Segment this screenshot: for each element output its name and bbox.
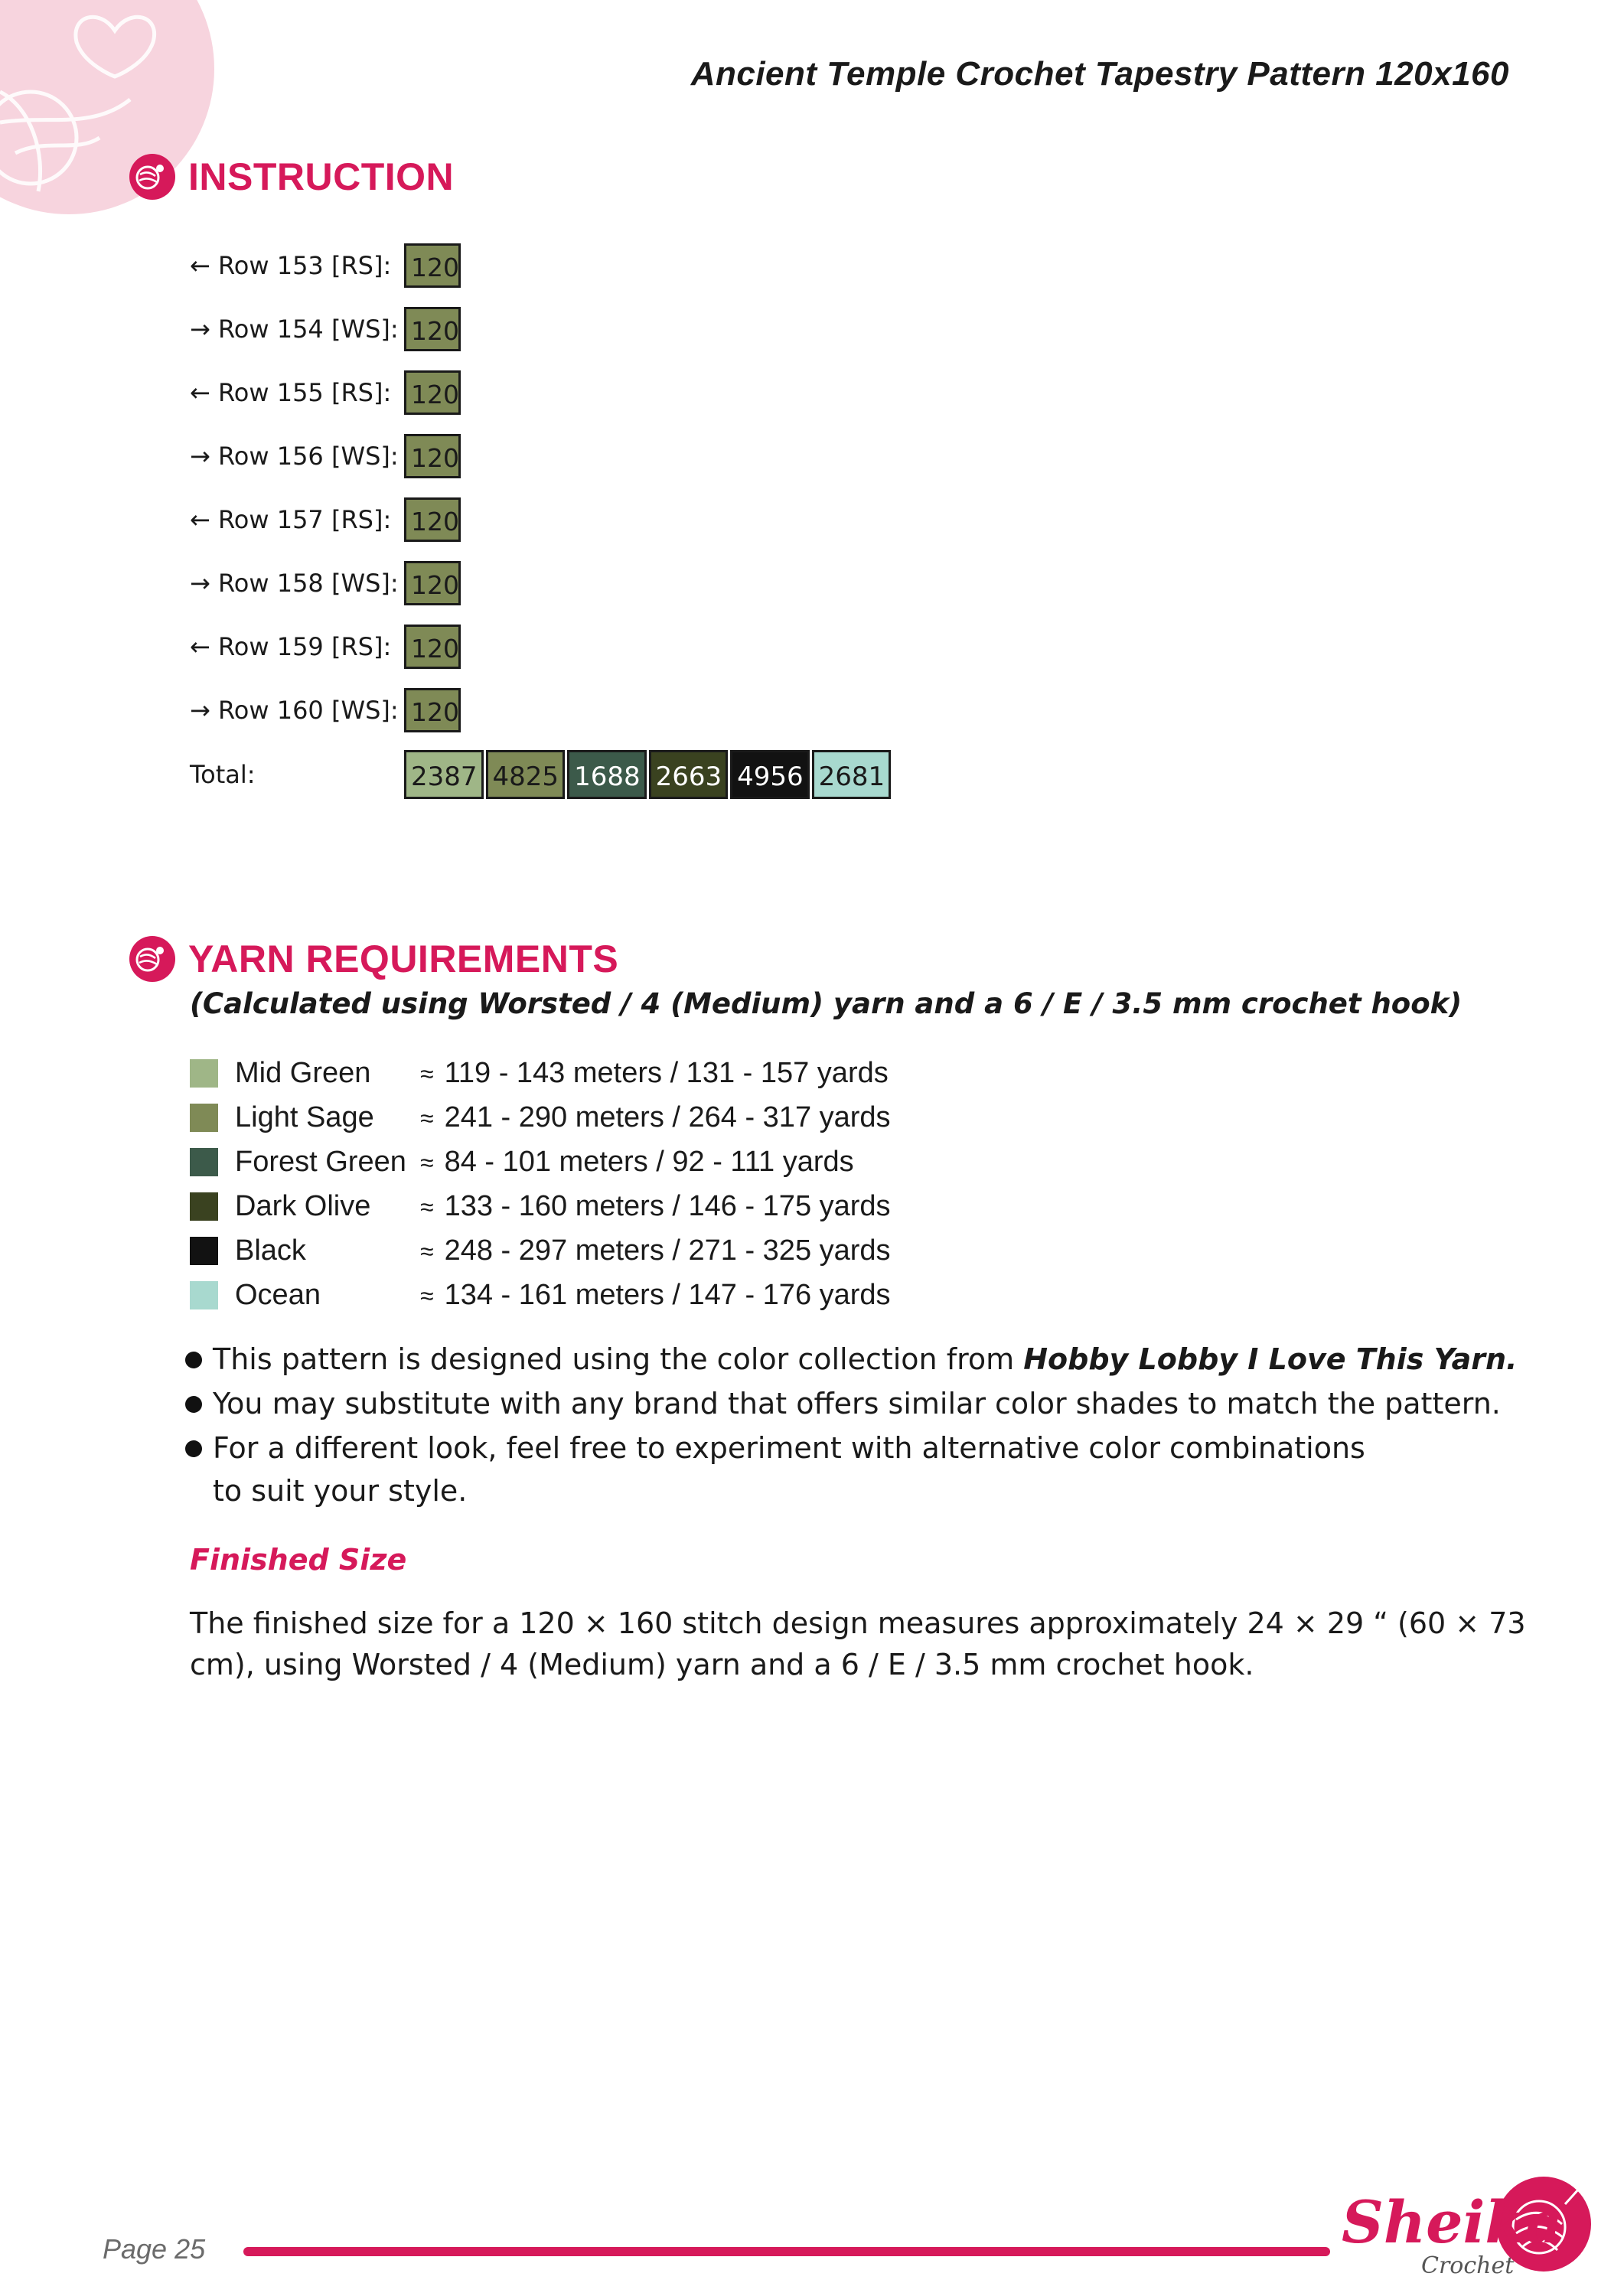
- color-swatch: [190, 1148, 218, 1176]
- total-cells: [404, 750, 893, 799]
- yarn-badge-icon: [129, 153, 176, 201]
- stitch-count-cell: 120: [404, 688, 461, 732]
- stitch-count-cell: 120: [404, 307, 461, 351]
- total-color-cell: 2387: [404, 750, 484, 799]
- total-color-cell: 2681: [812, 750, 892, 799]
- row-line: [190, 370, 463, 415]
- page-number: Page 25: [103, 2233, 206, 2265]
- stitch-count-cell: 120: [404, 370, 461, 415]
- row-line: [190, 307, 463, 351]
- color-swatch: [190, 1192, 218, 1221]
- approx-symbol: ≈: [420, 1192, 434, 1221]
- total-color-cell: 2663: [649, 750, 729, 799]
- stitch-count-cell: 120: [404, 434, 461, 478]
- instruction-heading-text: INSTRUCTION: [188, 155, 455, 198]
- yarn-row: [190, 1095, 891, 1140]
- yarn-amount: [420, 1279, 891, 1312]
- bullet-icon: [185, 1352, 202, 1368]
- yarn-amount-value: 134 - 161 meters / 147 - 176 yards: [444, 1278, 891, 1311]
- yarn-row: [190, 1051, 891, 1095]
- color-swatch: [190, 1104, 218, 1132]
- yarn-amount: [420, 1057, 889, 1090]
- note-text: For a different look, feel free to experiment with alternative color combinations to suit your style.: [213, 1431, 1365, 1508]
- yarn-row: [190, 1273, 891, 1317]
- approx-symbol: ≈: [420, 1104, 434, 1132]
- stitch-count-cell: 120: [404, 625, 461, 669]
- yarn-amount: [420, 1146, 854, 1179]
- approx-symbol: ≈: [420, 1237, 434, 1265]
- row-label: ← Row 153 [RS]:: [190, 251, 392, 280]
- total-color-cell: 4825: [486, 750, 566, 799]
- note-item: [185, 1338, 1563, 1381]
- yarn-color-name: Black: [235, 1234, 306, 1267]
- yarn-amount-value: 133 - 160 meters / 146 - 175 yards: [444, 1189, 891, 1222]
- yarn-heading: [129, 935, 618, 983]
- yarn-color-name: Forest Green: [235, 1145, 406, 1178]
- total-label: Total:: [190, 760, 256, 789]
- calculation-note: (Calculated using Worsted / 4 (Medium) yarn and a 6 / E / 3.5 mm crochet hook): [190, 987, 1463, 1020]
- yarn-amount-value: 241 - 290 meters / 264 - 317 yards: [444, 1101, 891, 1133]
- yarn-amount: [420, 1234, 891, 1267]
- approx-symbol: ≈: [420, 1281, 434, 1309]
- yarn-color-name: Light Sage: [235, 1101, 374, 1133]
- yarn-color-name: Mid Green: [235, 1056, 371, 1089]
- yarn-row: [190, 1184, 891, 1228]
- row-line: [190, 243, 463, 288]
- total-color-cell: 4956: [730, 750, 810, 799]
- approx-symbol: ≈: [420, 1059, 434, 1088]
- svg-text:Sheika: Sheika: [1342, 2188, 1564, 2256]
- yarn-heading-text: YARN REQUIREMENTS: [188, 938, 619, 980]
- yarn-amount-value: 248 - 297 meters / 271 - 325 yards: [444, 1234, 891, 1267]
- stitch-count-cell: 120: [404, 561, 461, 605]
- row-label: ← Row 159 [RS]:: [190, 632, 392, 661]
- yarn-badge-icon: [129, 935, 176, 983]
- note-text: This pattern is designed using the color collection from: [213, 1342, 1024, 1376]
- color-swatch: [190, 1237, 218, 1265]
- instruction-heading: [129, 153, 454, 201]
- row-label: ← Row 157 [RS]:: [190, 505, 392, 534]
- row-label: → Row 154 [WS]:: [190, 315, 399, 344]
- yarn-amount-value: 119 - 143 meters / 131 - 157 yards: [444, 1056, 889, 1089]
- yarn-row: [190, 1140, 891, 1184]
- yarn-brand: Hobby Lobby I Love This Yarn.: [1023, 1342, 1518, 1376]
- note-text: You may substitute with any brand that offers similar color shades to match the pattern.: [213, 1387, 1501, 1420]
- footer-divider: [243, 2247, 1330, 2256]
- note-item: [185, 1382, 1563, 1425]
- yarn-row: [190, 1228, 891, 1273]
- total-row: [190, 750, 893, 799]
- finished-size-title: Finished Size: [190, 1543, 407, 1577]
- svg-text:Crochet: Crochet: [1421, 2252, 1515, 2279]
- row-line: [190, 561, 463, 605]
- row-line: [190, 688, 463, 732]
- stitch-count-cell: 120: [404, 497, 461, 542]
- total-color-cell: 1688: [567, 750, 647, 799]
- stitch-count-cell: 120: [404, 243, 461, 288]
- finished-size-text: The finished size for a 120 × 160 stitch design measures approximately 24 × 29 “ (60 × 73 cm), using Worsted / 4 (Medium) yarn and a 6 / E / 3.5 mm crochet hook.: [190, 1606, 1526, 1681]
- row-line: [190, 497, 463, 542]
- yarn-requirements-list: [190, 1051, 891, 1317]
- notes-list: [185, 1338, 1563, 1514]
- bullet-icon: [185, 1396, 202, 1413]
- yarn-color-name: Ocean: [235, 1278, 321, 1311]
- row-label: → Row 160 [WS]:: [190, 696, 399, 725]
- yarn-color-name: Dark Olive: [235, 1189, 371, 1222]
- color-swatch: [190, 1059, 218, 1088]
- sheika-crochet-logo: [1335, 2174, 1600, 2281]
- row-line: [190, 434, 463, 478]
- row-label: → Row 156 [WS]:: [190, 442, 399, 471]
- approx-symbol: ≈: [420, 1148, 434, 1176]
- color-swatch: [190, 1281, 218, 1309]
- yarn-amount-value: 84 - 101 meters / 92 - 111 yards: [444, 1145, 854, 1178]
- yarn-amount: [420, 1190, 891, 1223]
- note-item: [185, 1427, 1563, 1512]
- row-label: ← Row 155 [RS]:: [190, 378, 392, 407]
- document-title: Ancient Temple Crochet Tapestry Pattern 120x160: [690, 55, 1509, 93]
- row-label: → Row 158 [WS]:: [190, 569, 399, 598]
- row-line: [190, 625, 463, 669]
- bullet-icon: [185, 1440, 202, 1457]
- yarn-amount: [420, 1101, 891, 1134]
